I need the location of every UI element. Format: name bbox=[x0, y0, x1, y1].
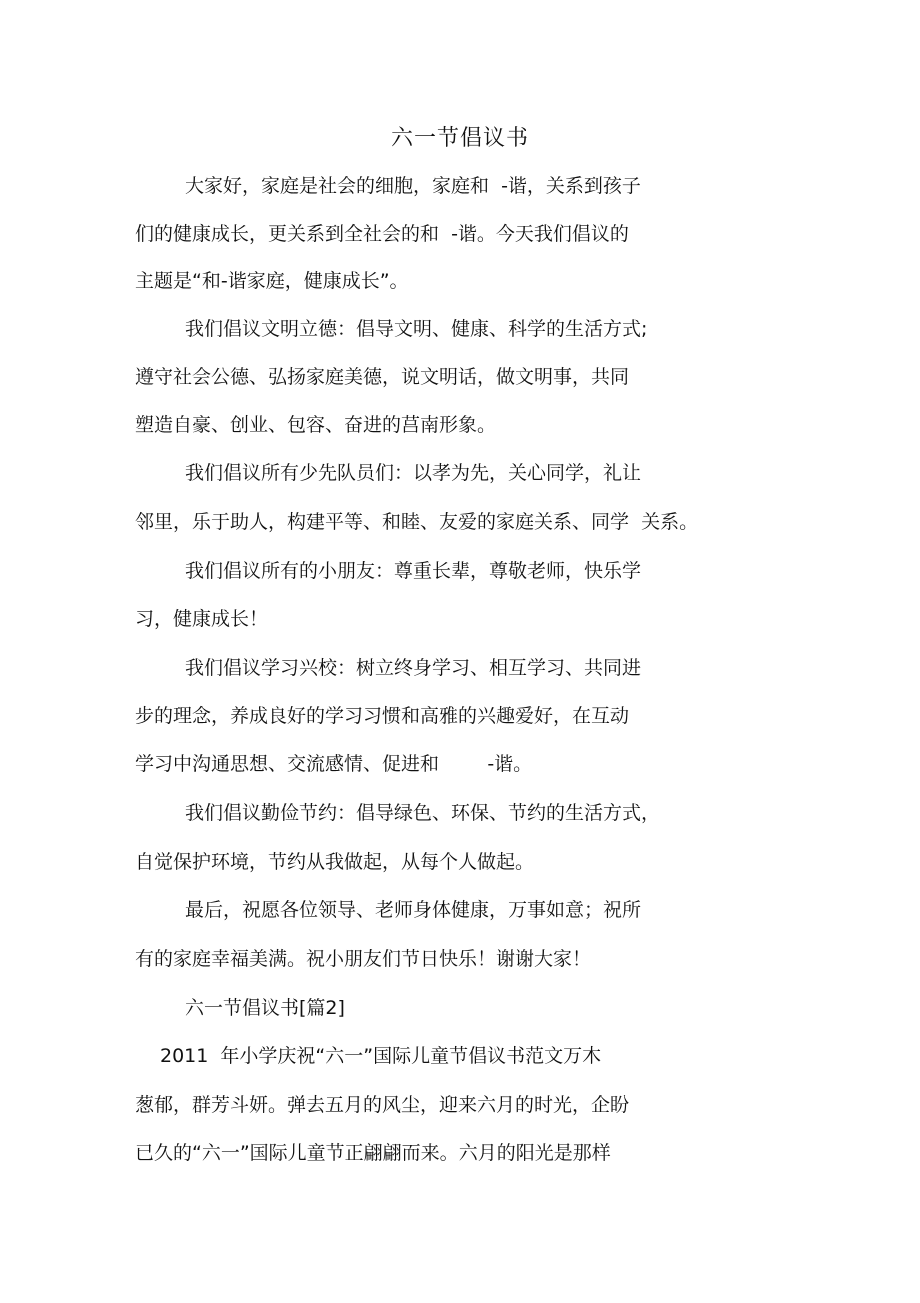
paragraph-line: 遵守社会公德、弘扬家庭美德，说文明话，做文明事，共同 bbox=[135, 366, 630, 388]
paragraph-line: 们的健康成长，更关系到全社会的和 -谐。今天我们倡议的 bbox=[135, 223, 629, 245]
paragraph-line: 我们倡议所有的小朋友：尊重长辈，尊敬老师，快乐学 bbox=[185, 560, 642, 582]
paragraph-line: 最后，祝愿各位领导、老师身体健康，万事如意；祝所 bbox=[185, 899, 642, 921]
section-heading: 六一节倡议书[篇2] bbox=[185, 997, 345, 1019]
paragraph-line: 葱郁，群芳斗妍。弹去五月的风尘，迎来六月的时光，企盼 bbox=[135, 1094, 630, 1116]
paragraph-line: 我们倡议所有少先队员们：以孝为先，关心同学，礼让 bbox=[185, 462, 642, 484]
paragraph-line: 学习中沟通思想、交流感情、促进和 -谐。 bbox=[135, 753, 533, 775]
paragraph-line: 步的理念，养成良好的学习习惯和高雅的兴趣爱好，在互动 bbox=[135, 705, 630, 727]
paragraph-line: 有的家庭幸福美满。祝小朋友们节日快乐！谢谢大家！ bbox=[135, 948, 592, 970]
paragraph-line: 大家好，家庭是社会的细胞，家庭和 -谐，关系到孩子 bbox=[185, 175, 641, 197]
paragraph-line: 塑造自豪、创业、包容、奋进的莒南形象。 bbox=[135, 414, 497, 436]
paragraph-line: 邻里，乐于助人，构建平等、和睦、友爱的家庭关系、同学 关系。 bbox=[135, 511, 699, 533]
paragraph-line: 我们倡议勤俭节约：倡导绿色、环保、节约的生活方式， bbox=[185, 802, 661, 824]
paragraph-line: 我们倡议文明立德：倡导文明、健康、科学的生活方式; bbox=[185, 318, 648, 340]
paragraph-line: 习，健康成长！ bbox=[135, 608, 269, 630]
paragraph-line: 已久的“六一”国际儿童节正翩翩而来。六月的阳光是那样 bbox=[135, 1142, 611, 1164]
paragraph-line: 自觉保护环境，节约从我做起，从每个人做起。 bbox=[135, 851, 535, 873]
paragraph-line: 主题是“和-谐家庭，健康成长”。 bbox=[135, 270, 409, 292]
document-title: 六一节倡议书 bbox=[390, 126, 529, 151]
paragraph-line: 我们倡议学习兴校：树立终身学习、相互学习、共同进 bbox=[185, 657, 642, 679]
paragraph-line: 2011 年小学庆祝“六一”国际儿童节倡议书范文万木 bbox=[160, 1045, 602, 1067]
